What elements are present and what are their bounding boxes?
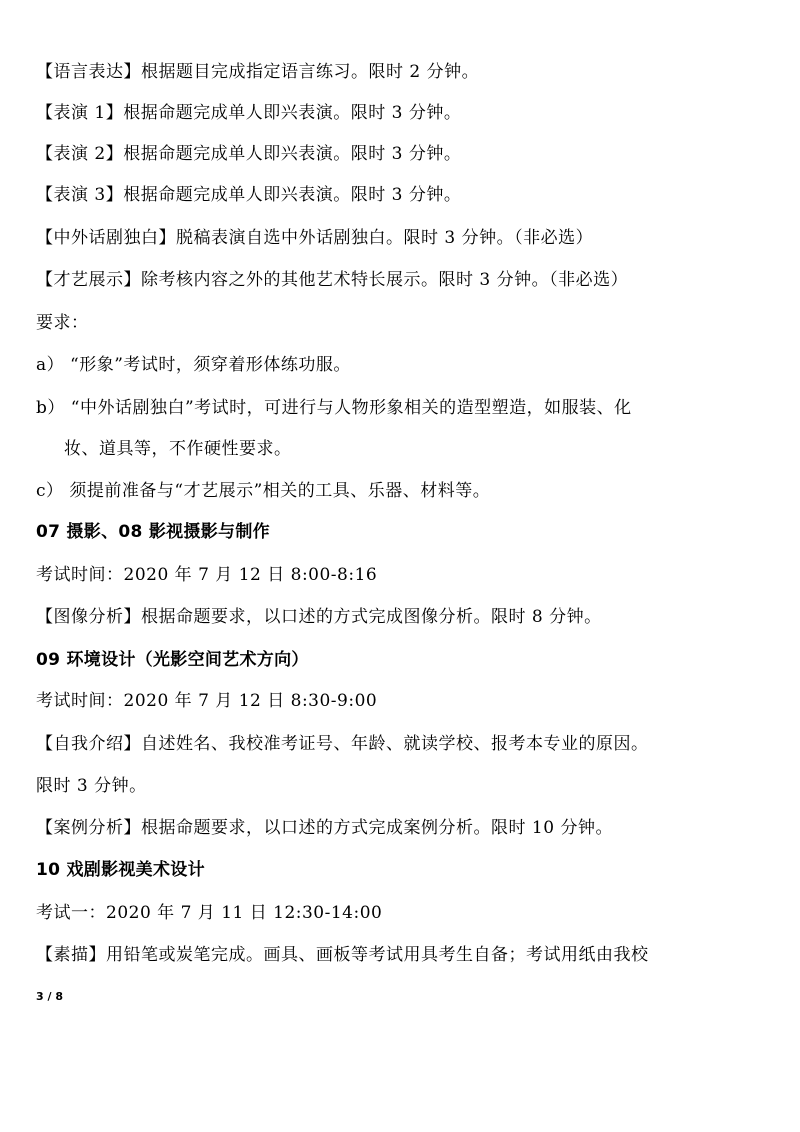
section-heading-photography: 07 摄影、08 影视摄影与制作: [36, 522, 270, 542]
text-line-performance-2: 【表演 2】根据命题完成单人即兴表演。限时 3 分钟。: [36, 144, 462, 164]
text-line-performance-3: 【表演 3】根据命题完成单人即兴表演。限时 3 分钟。: [36, 185, 462, 205]
text-line-requirement-a: a） “形象”考试时，须穿着形体练功服。: [36, 355, 351, 375]
text-line-case-analysis: 【案例分析】根据命题要求，以口述的方式完成案例分析。限时 10 分钟。: [36, 818, 613, 838]
text-line-requirement-b-cont: 妆、道具等，不作硬性要求。: [64, 439, 292, 459]
text-line-self-introduction: 【自我介绍】自述姓名、我校准考证号、年龄、就读学校、报考本专业的原因。: [36, 734, 649, 754]
text-line-performance-1: 【表演 1】根据命题完成单人即兴表演。限时 3 分钟。: [36, 103, 462, 123]
section-heading-environment-design: 09 环境设计（光影空间艺术方向）: [36, 650, 309, 670]
section-heading-stage-art-design: 10 戏剧影视美术设计: [36, 860, 205, 880]
text-line-exam-time-environment: 考试时间：2020 年 7 月 12 日 8:30-9:00: [36, 691, 378, 711]
text-line-self-introduction-cont: 限时 3 分钟。: [36, 776, 147, 796]
text-line-language-expression: 【语言表达】根据题目完成指定语言练习。限时 2 分钟。: [36, 62, 480, 82]
text-line-exam-one-time: 考试一：2020 年 7 月 11 日 12:30-14:00: [36, 903, 383, 923]
text-line-sketch: 【素描】用铅笔或炭笔完成。画具、画板等考试用具考生自备；考试用纸由我校: [36, 945, 649, 965]
text-line-exam-time-photography: 考试时间：2020 年 7 月 12 日 8:00-8:16: [36, 565, 378, 585]
page-number: 3 / 8: [36, 990, 63, 1003]
text-line-monologue: 【中外话剧独白】脱稿表演自选中外话剧独白。限时 3 分钟。（非必选）: [36, 228, 594, 248]
text-line-image-analysis: 【图像分析】根据命题要求，以口述的方式完成图像分析。限时 8 分钟。: [36, 607, 602, 627]
text-line-talent-show: 【才艺展示】除考核内容之外的其他艺术特长展示。限时 3 分钟。（非必选）: [36, 270, 629, 290]
text-line-requirements-label: 要求：: [36, 313, 89, 333]
text-line-requirement-c: c） 须提前准备与“才艺展示”相关的工具、乐器、材料等。: [36, 481, 491, 501]
text-line-requirement-b: b） “中外话剧独白”考试时，可进行与人物形象相关的造型塑造，如服装、化: [36, 398, 632, 418]
